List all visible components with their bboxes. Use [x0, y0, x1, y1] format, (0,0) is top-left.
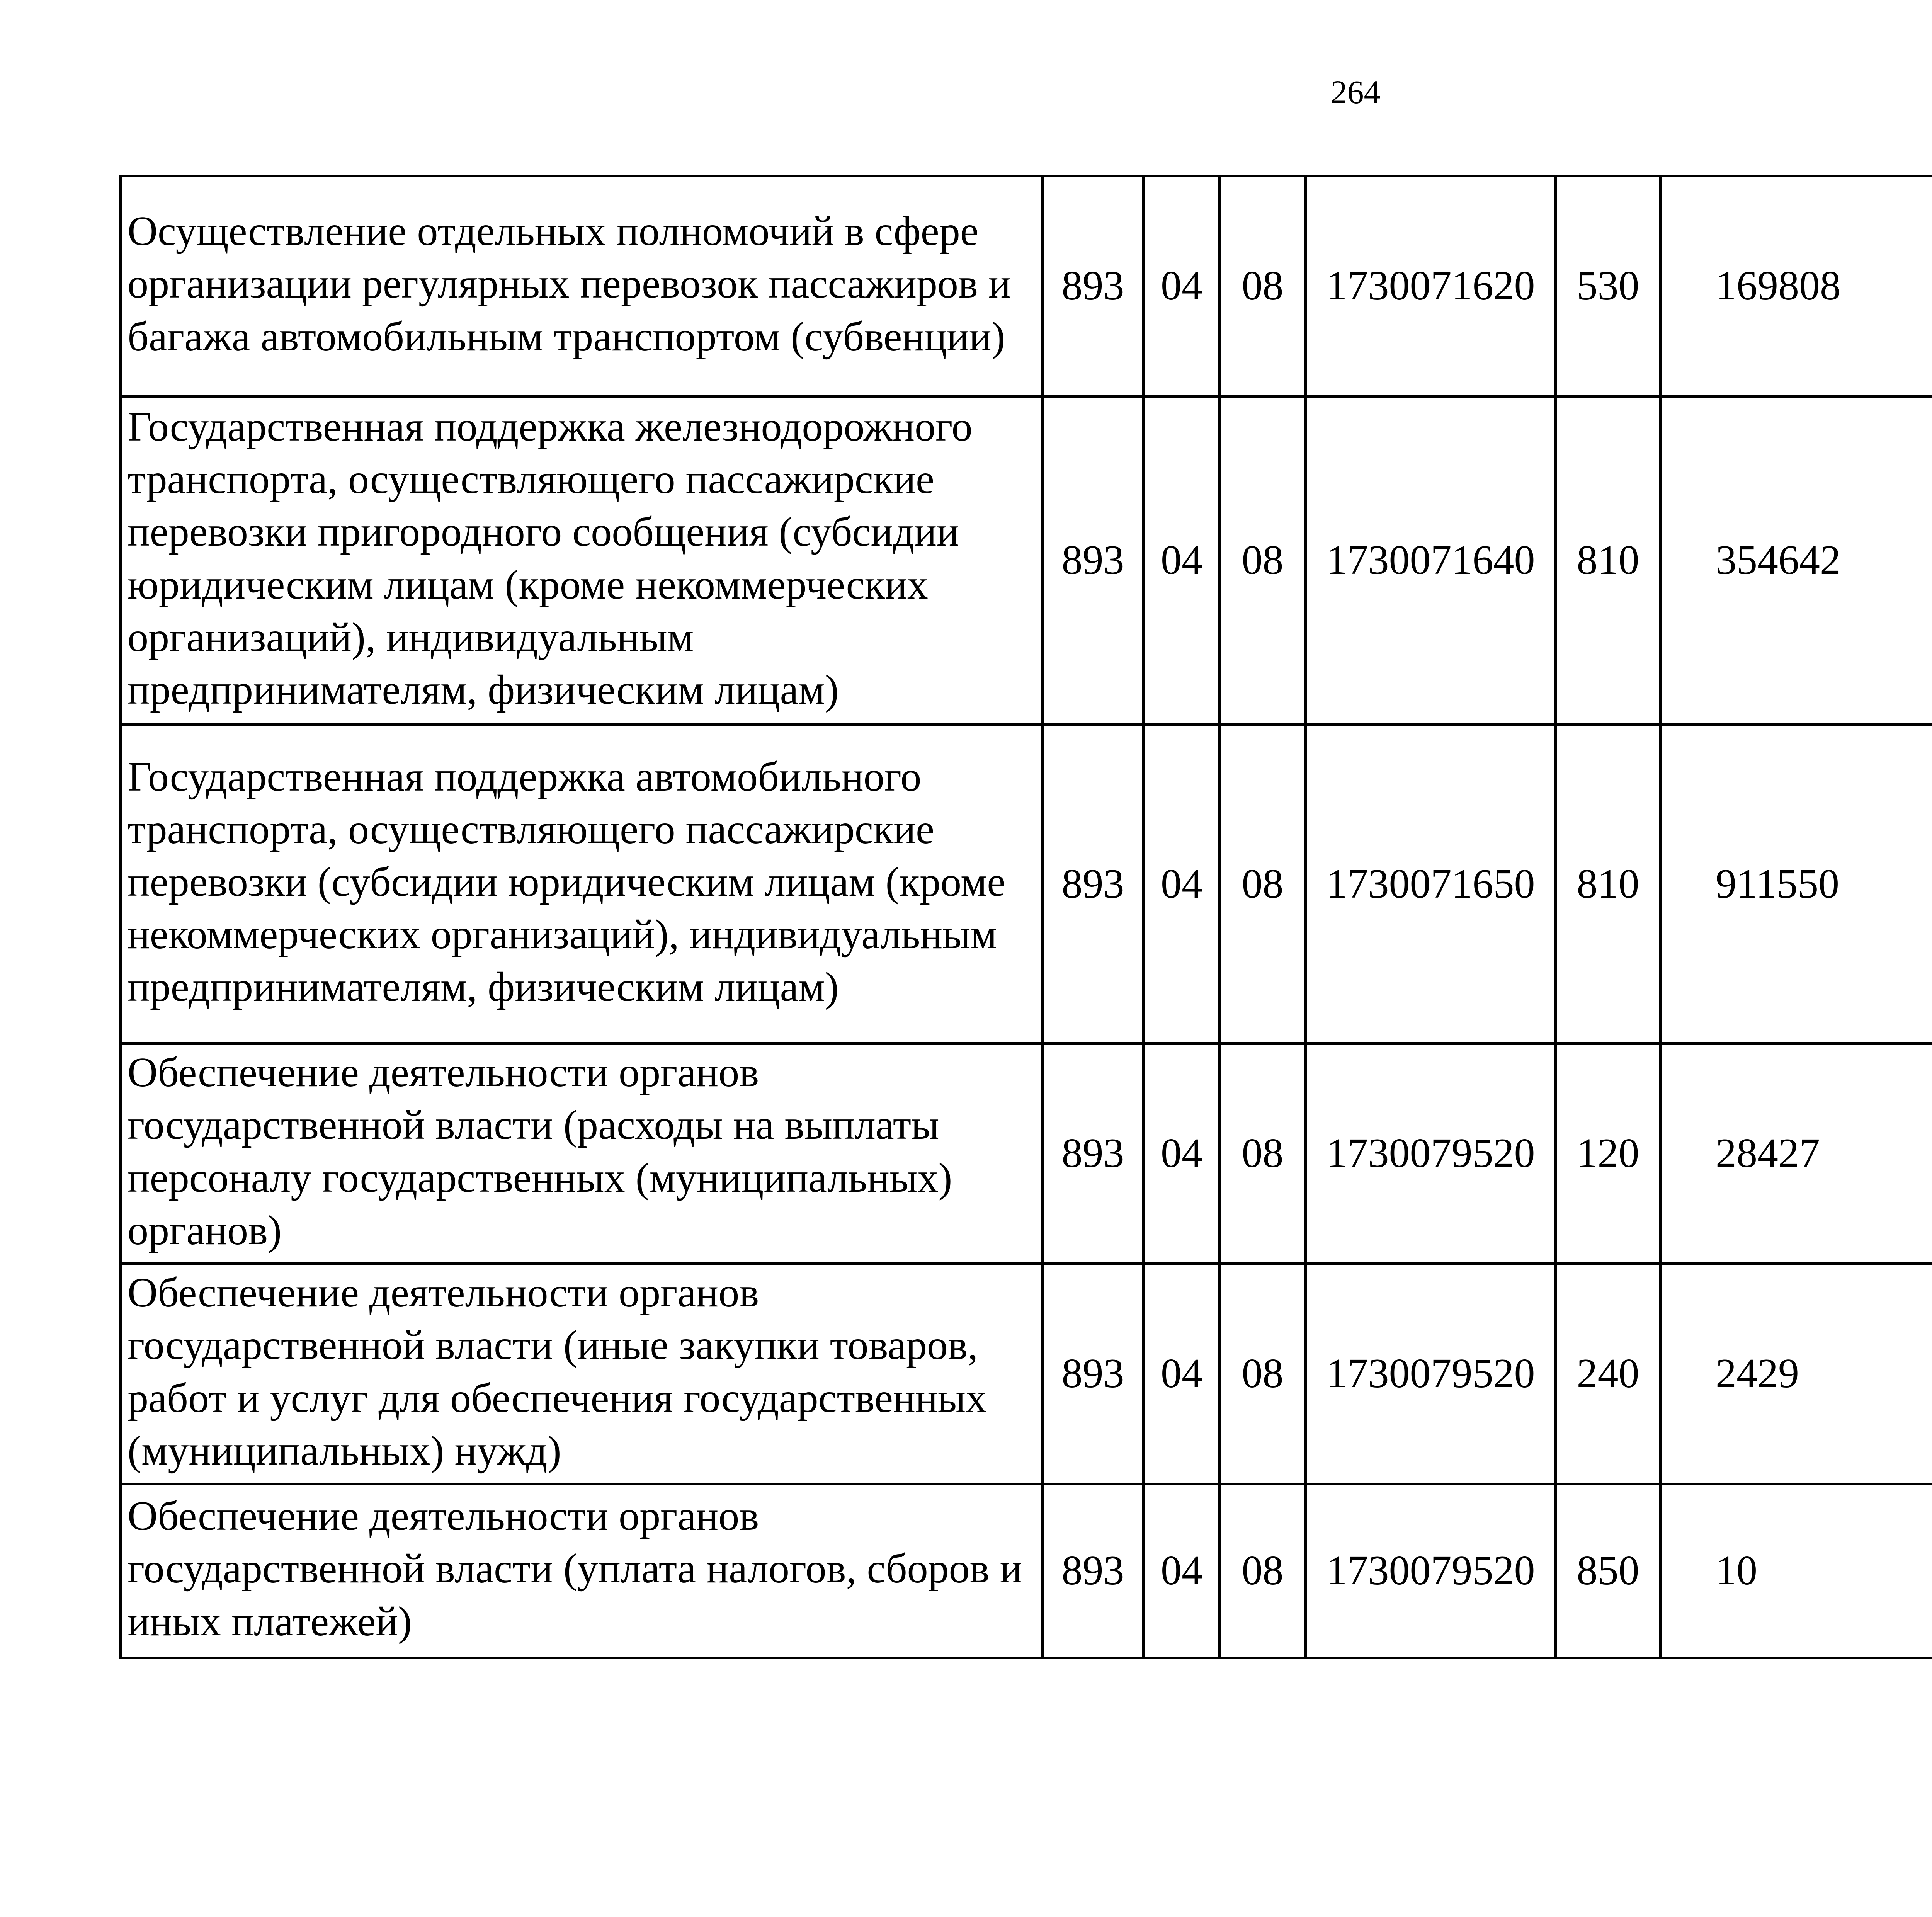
- target-article-code: 1730079520: [1306, 1264, 1556, 1484]
- subsection-code: 08: [1220, 725, 1306, 1044]
- table-row: [121, 725, 1932, 1044]
- ministry-code: 893: [1043, 1484, 1144, 1658]
- subsection-code: 08: [1220, 1264, 1306, 1484]
- expense-type-code: 810: [1556, 396, 1660, 725]
- row-description: Государственная поддержка автомобильного транспорта, осуществляющего пассажирские перевозки (субсидии юридическим лицам (кроме некоммерческих организаций), индивидуальным предпринимателям, физическим лицам): [121, 725, 1043, 1044]
- row-description: Обеспечение деятельности органов государственной власти (расходы на выплаты персоналу государственных (муниципальных) органов): [121, 1044, 1043, 1264]
- row-description: Осуществление отдельных полномочий в сфере организации регулярных перевозок пассажиров и багажа автомобильным транспортом (субвенции): [121, 176, 1043, 396]
- amount-year-1: 2429: [1660, 1264, 1932, 1484]
- row-description: Обеспечение деятельности органов государственной власти (иные закупки товаров, работ и услуг для обеспечения государственных (муниципальных) нужд): [121, 1264, 1043, 1484]
- table-row: [121, 1484, 1932, 1658]
- table-row: [121, 1264, 1932, 1484]
- target-article-code: 1730071640: [1306, 396, 1556, 725]
- ministry-code: 893: [1043, 725, 1144, 1044]
- ministry-code: 893: [1043, 176, 1144, 396]
- table-row: [121, 396, 1932, 725]
- ministry-code: 893: [1043, 396, 1144, 725]
- row-description: Государственная поддержка железнодорожного транспорта, осуществляющего пассажирские перевозки пригородного сообщения (субсидии юридическим лицам (кроме некоммерческих организаций), индивидуальным предпринимателям, физическим лицам): [121, 396, 1043, 725]
- budget-table: [119, 175, 1932, 1659]
- subsection-code: 08: [1220, 1044, 1306, 1264]
- section-code: 04: [1144, 396, 1220, 725]
- expense-type-code: 810: [1556, 725, 1660, 1044]
- expense-type-code: 240: [1556, 1264, 1660, 1484]
- amount-year-1: 911550: [1660, 725, 1932, 1044]
- target-article-code: 1730071620: [1306, 176, 1556, 396]
- amount-year-1: 169808: [1660, 176, 1932, 396]
- page-number: 264: [1330, 73, 1381, 111]
- section-code: 04: [1144, 725, 1220, 1044]
- amount-year-1: 354642: [1660, 396, 1932, 725]
- subsection-code: 08: [1220, 176, 1306, 396]
- target-article-code: 1730079520: [1306, 1484, 1556, 1658]
- section-code: 04: [1144, 1264, 1220, 1484]
- amount-year-1: 28427: [1660, 1044, 1932, 1264]
- ministry-code: 893: [1043, 1044, 1144, 1264]
- table-row: [121, 1044, 1932, 1264]
- expense-type-code: 850: [1556, 1484, 1660, 1658]
- target-article-code: 1730079520: [1306, 1044, 1556, 1264]
- section-code: 04: [1144, 176, 1220, 396]
- ministry-code: 893: [1043, 1264, 1144, 1484]
- subsection-code: 08: [1220, 396, 1306, 725]
- section-code: 04: [1144, 1484, 1220, 1658]
- subsection-code: 08: [1220, 1484, 1306, 1658]
- expense-type-code: 120: [1556, 1044, 1660, 1264]
- table-row: [121, 176, 1932, 396]
- amount-year-1: 10: [1660, 1484, 1932, 1658]
- target-article-code: 1730071650: [1306, 725, 1556, 1044]
- section-code: 04: [1144, 1044, 1220, 1264]
- row-description: Обеспечение деятельности органов государственной власти (уплата налогов, сборов и иных платежей): [121, 1484, 1043, 1658]
- expense-type-code: 530: [1556, 176, 1660, 396]
